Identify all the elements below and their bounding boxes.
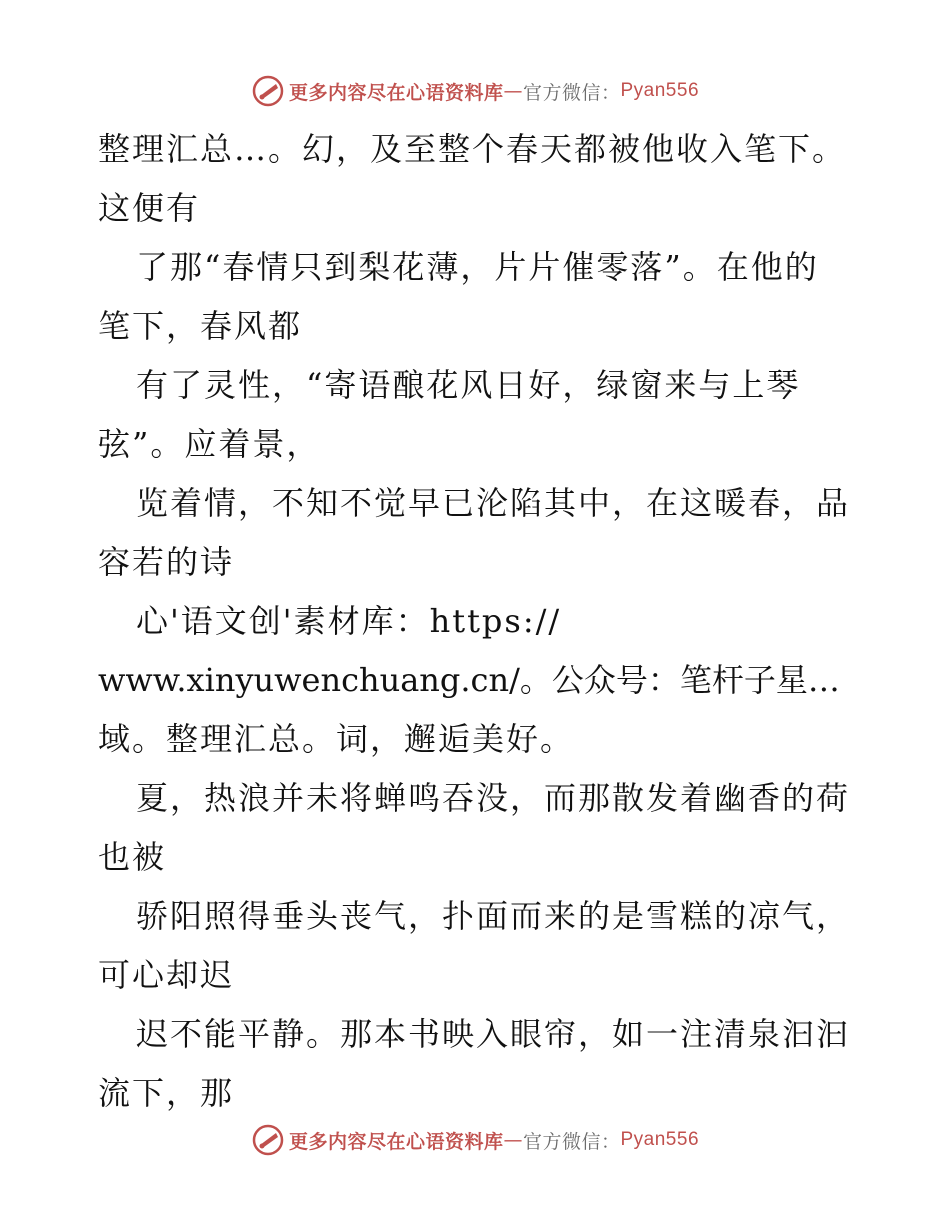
text-line: 整理汇总…。幻，及至整个春天都被他收入笔下。 — [98, 130, 847, 168]
banner-wechat-id: Pyan556 — [620, 1129, 700, 1150]
text-line: 可心却迟 — [98, 956, 235, 994]
brand-logo-icon — [251, 74, 285, 108]
text-line: 这便有 — [98, 189, 201, 227]
document-body — [98, 120, 858, 1123]
banner-dash: — — [503, 80, 523, 102]
banner-main-text: 更多内容尽在心语资料库 — [288, 1130, 504, 1153]
text-line: 域。整理汇总。词，邂逅美好。 — [98, 720, 575, 758]
text-line: 也被 — [98, 838, 167, 876]
header-banner — [0, 71, 950, 111]
footer-banner — [0, 1120, 950, 1160]
banner-wechat-label: 官方微信： — [522, 81, 621, 104]
text-line: 心'语文创'素材库：https:// — [136, 602, 562, 640]
text-line: 容若的诗 — [98, 543, 235, 581]
brand-logo-icon — [251, 1123, 285, 1157]
text-line: 了那“春情只到梨花薄，片片催零落”。在他的 — [136, 248, 819, 286]
banner-main-text: 更多内容尽在心语资料库 — [288, 81, 504, 104]
text-line: 骄阳照得垂头丧气，扑面而来的是雪糕的凉气， — [136, 897, 851, 935]
text-line: 笔下，春风都 — [98, 307, 303, 345]
banner-wechat-id: Pyan556 — [620, 80, 700, 101]
text-line: 迟不能平静。那本书映入眼帘，如一注清泉汩汩 — [136, 1015, 851, 1053]
text-line: 流下，那 — [98, 1074, 235, 1112]
banner-wechat-label: 官方微信： — [522, 1130, 621, 1153]
text-line: www.xinyuwenchuang.cn/。公众号：笔杆子星… — [98, 661, 840, 699]
text-line: 弦”。应着景， — [98, 425, 321, 463]
text-line: 览着情，不知不觉早已沦陷其中，在这暖春，品 — [136, 484, 851, 522]
text-line: 有了灵性，“寄语酿花风日好，绿窗来与上琴 — [136, 366, 801, 404]
text-line: 夏，热浪并未将蝉鸣吞没，而那散发着幽香的荷 — [136, 779, 851, 817]
banner-dash: — — [503, 1129, 523, 1151]
